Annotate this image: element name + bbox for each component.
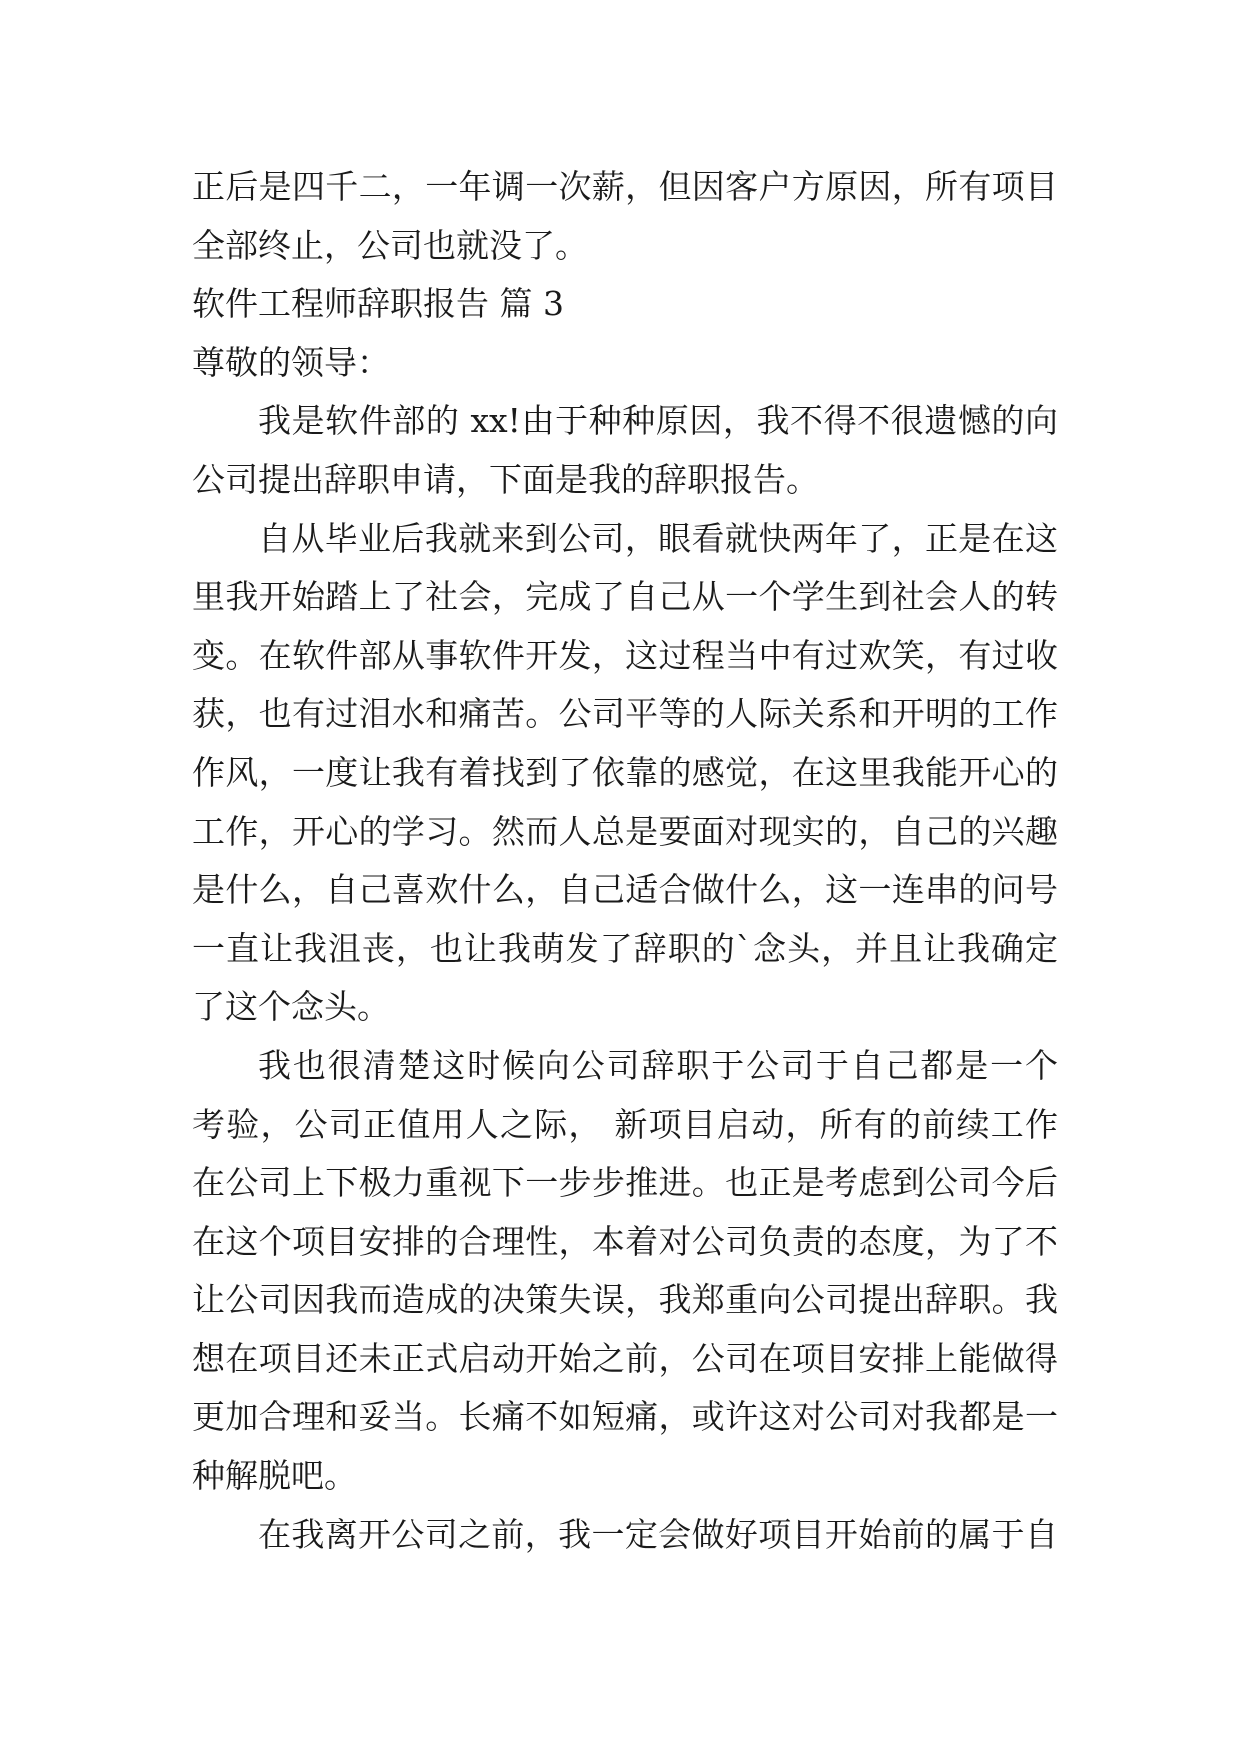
text-line: 想在项目还未正式启动开始之前，公司在项目安排上能做得 xyxy=(192,1338,1058,1378)
text-line: 里我开始踏上了社会，完成了自己从一个学生到社会人的转 xyxy=(192,577,1058,617)
section-heading: 软件工程师辞职报告 篇 3 xyxy=(192,284,564,324)
text-line: 一直让我沮丧，也让我萌发了辞职的`念头，并且让我确定 xyxy=(192,928,1058,968)
text-line: 正后是四千二，一年调一次薪，但因客户方原因，所有项目 xyxy=(192,167,1058,206)
text-line: 公司提出辞职申请，下面是我的辞职报告。 xyxy=(192,459,819,499)
text-line: 更加合理和妥当。长痛不如短痛，或许这对公司对我都是一 xyxy=(192,1397,1058,1437)
text-line: 种解脱吧。 xyxy=(192,1456,357,1496)
text-line: 全部终止，公司也就没了。 xyxy=(192,225,588,265)
text-line: 获，也有过泪水和痛苦。公司平等的人际关系和开明的工作 xyxy=(192,694,1058,734)
text-line: 在我离开公司之前，我一定会做好项目开始前的属于自 xyxy=(258,1514,1058,1554)
document-body xyxy=(192,158,1058,1564)
text-line: 工作，开心的学习。然而人总是要面对现实的，自己的兴趣 xyxy=(192,811,1058,851)
text-line: 自从毕业后我就来到公司，眼看就快两年了，正是在这 xyxy=(258,518,1058,558)
text-line: 让公司因我而造成的决策失误，我郑重向公司提出辞职。我 xyxy=(192,1280,1058,1320)
text-line: 在这个项目安排的合理性，本着对公司负责的态度，为了不 xyxy=(192,1221,1058,1261)
text-line: 作风，一度让我有着找到了依靠的感觉，在这里我能开心的 xyxy=(192,752,1058,792)
text-line: 考验，公司正值用人之际， 新项目启动，所有的前续工作 xyxy=(192,1104,1058,1144)
text-line: 我也很清楚这时候向公司辞职于公司于自己都是一个 xyxy=(258,1045,1058,1085)
salutation: 尊敬的领导： xyxy=(192,342,390,382)
text-line: 在公司上下极力重视下一步步推进。也正是考虑到公司今后 xyxy=(192,1163,1058,1203)
text-line: 了这个念头。 xyxy=(192,987,390,1027)
text-line: 变。在软件部从事软件开发，这过程当中有过欢笑，有过收 xyxy=(192,635,1058,675)
text-line: 我是软件部的 xx!由于种种原因，我不得不很遗憾的向 xyxy=(258,401,1058,441)
text-line: 是什么，自己喜欢什么，自己适合做什么，这一连串的问号 xyxy=(192,870,1058,910)
